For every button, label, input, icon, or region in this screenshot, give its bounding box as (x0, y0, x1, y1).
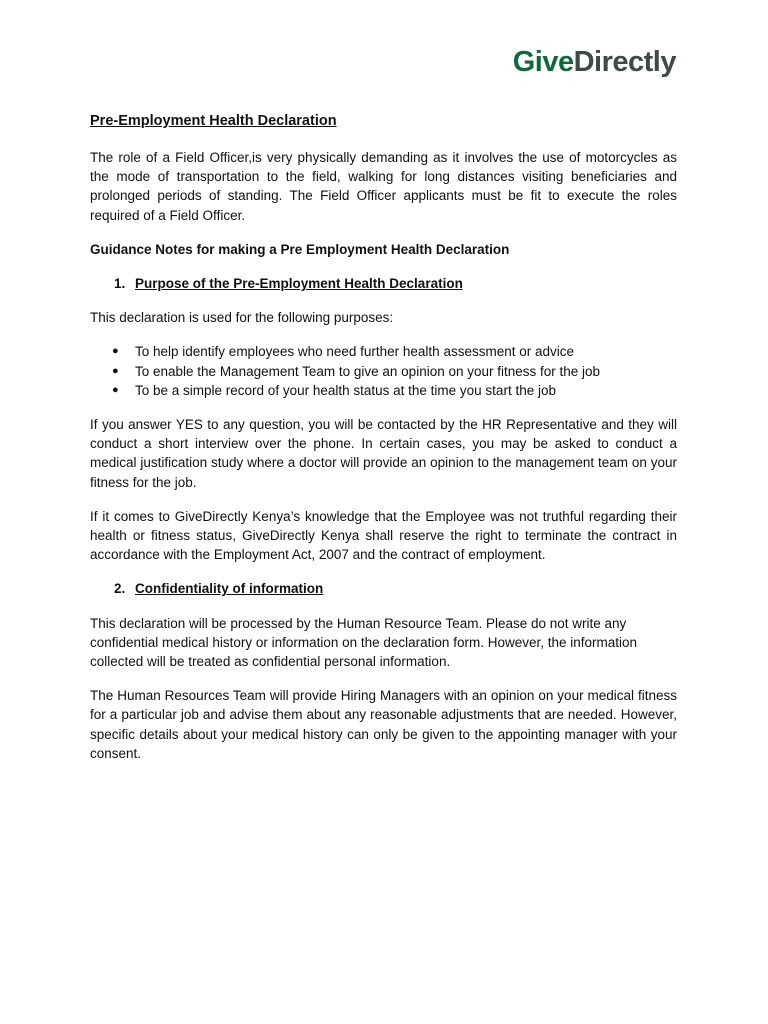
list-item (90, 342, 677, 361)
list-item-text: To help identify employees who need further health assessment or advice (135, 344, 575, 360)
section-2-number: 2. (114, 581, 126, 597)
list-item-text: To enable the Management Team to give an opinion on your fitness for the job (135, 363, 601, 379)
bullet-icon: ● (112, 383, 119, 396)
section-1-heading (90, 274, 677, 293)
list-item (90, 381, 677, 400)
intro-paragraph: The role of a Field Officer,is very physically demanding as it involves the use of motorcycles as the mode of transportation to the field, walking for long distances visiting beneficiaries and prolonged periods of standing. The Field Officer applicants must be fit to execute the roles required of a Field Officer. (90, 150, 677, 223)
bullet-icon: ● (112, 364, 119, 377)
section-1-number: 1. (114, 276, 126, 292)
list-item-text: To be a simple record of your health status at the time you start the job (135, 382, 556, 398)
section-1-lead: This declaration is used for the following purposes: (90, 310, 394, 326)
section-1-paragraph-1: If you answer YES to any question, you will be contacted by the HR Representative and they will conduct a short interview over the phone. In certain cases, you may be asked to conduct a medical justification study where a doctor will provide an opinion to the management team on your fitness for the job. (90, 417, 677, 490)
guidance-heading: Guidance Notes for making a Pre Employment Health Declaration (90, 241, 510, 257)
document-body (90, 110, 677, 778)
bullet-icon: ● (112, 345, 119, 358)
section-1-title: Purpose of the Pre-Employment Health Declaration (135, 276, 463, 292)
section-1-paragraph-2: If it comes to GiveDirectly Kenya’s knowledge that the Employee was not truthful regarding their health or fitness status, GiveDirectly Kenya shall reserve the right to terminate the contract in accordance with the Employment Act, 2007 and the contract of employment. (90, 508, 677, 563)
section-2-title: Confidentiality of information (135, 581, 324, 597)
section-2-paragraph-1: This declaration will be processed by the Human Resource Team. Please do not write any confidential medical history or information on the declaration form. However, the information collected will be treated as confidential personal information. (90, 615, 638, 670)
logo-directly: Directly (573, 46, 676, 78)
logo-give: Give (512, 46, 574, 78)
section-2-heading (90, 579, 677, 598)
givedirectly-logo (513, 44, 676, 80)
document-title: Pre-Employment Health Declaration (90, 113, 337, 129)
purpose-list (90, 342, 677, 400)
section-2-paragraph-2: The Human Resources Team will provide Hiring Managers with an opinion on your medical fitness for a particular job and advise them about any reasonable adjustments that are needed. However, specific details about your medical history can only be given to the appointing manager with your consent. (90, 688, 677, 761)
list-item (90, 362, 677, 381)
